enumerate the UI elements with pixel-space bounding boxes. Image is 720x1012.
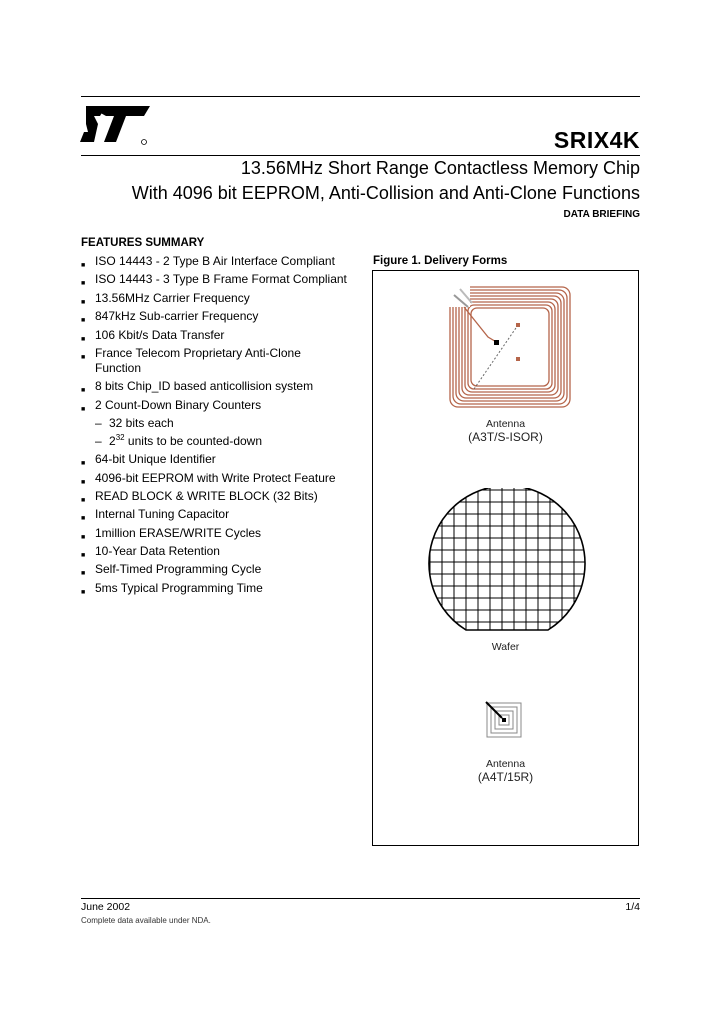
bullet-icon: ■	[81, 515, 86, 523]
list-item: ■ Self-Timed Programming Cycle	[81, 562, 371, 577]
bullet-icon: ■	[81, 405, 86, 413]
list-item: ■ 847kHz Sub-carrier Frequency	[81, 309, 371, 324]
page-number: 1/4	[625, 901, 640, 913]
bullet-icon: ■	[81, 387, 86, 395]
list-item: ■ France Telecom Proprietary Anti-Clone Function	[81, 345, 301, 375]
bullet-icon: ■	[81, 262, 86, 269]
figure-title: Figure 1. Delivery Forms	[373, 255, 508, 267]
antenna1-code: (A3T/S-ISOR)	[468, 430, 543, 444]
product-title: SRIX4K	[553, 127, 640, 153]
list-item: ■ READ BLOCK & WRITE BLOCK (32 Bits)	[81, 489, 371, 504]
list-item: ■ Internal Tuning Capacitor	[81, 507, 371, 522]
bullet-icon: ■	[81, 317, 86, 325]
bullet-icon: ■	[81, 280, 86, 288]
list-item: ■ ISO 14443 - 3 Type B Frame Format Compliant	[81, 272, 371, 287]
bullet-icon: ■	[81, 478, 86, 486]
list-item: ■ 64-bit Unique Identifier	[81, 452, 371, 467]
wafer-image	[426, 488, 588, 634]
footer-rule	[81, 898, 640, 899]
bullet-icon: ■	[81, 496, 86, 504]
wafer-label: Wafer	[491, 641, 520, 653]
bullet-icon: ■	[81, 570, 86, 578]
bullet-icon: ■	[81, 298, 86, 306]
antenna2-code: (A4T/15R)	[477, 770, 534, 784]
doc-type: DATA BRIEFING	[563, 209, 640, 220]
bullet-icon: ■	[81, 353, 86, 361]
bullet-icon: ■	[81, 460, 86, 468]
antenna2-label: Antenna	[485, 758, 526, 770]
list-item: ■ 106 Kbit/s Data Transfer	[81, 328, 371, 343]
bullet-icon: ■	[81, 588, 86, 596]
features-heading: FEATURES SUMMARY	[81, 237, 205, 249]
bullet-icon: ■	[81, 552, 86, 560]
antenna-small-image	[484, 700, 524, 740]
list-item: ■ 10-Year Data Retention	[81, 544, 371, 559]
subtitle-line1: 13.56MHz Short Range Contactless Memory Chip	[240, 158, 640, 178]
st-logo	[80, 102, 152, 146]
features-list	[81, 254, 371, 599]
list-item: ■ 1million ERASE/WRITE Cycles	[81, 526, 371, 541]
sub-list-item: – $2^{32}$ units to be counted-down	[95, 433, 263, 449]
subtitle-line2: With 4096 bit EEPROM, Anti-Collision and Anti-Clone Functions	[131, 183, 640, 203]
list-item: ■ 13.56MHz Carrier Frequency	[81, 291, 371, 306]
bullet-icon: ■	[81, 533, 86, 541]
bullet-icon: ■	[81, 335, 86, 343]
list-item: ■ ISO 14443 - 2 Type B Air Interface Compliant	[81, 254, 371, 269]
list-item: ■ 2 Count-Down Binary Counters	[81, 398, 371, 413]
top-rule	[81, 96, 640, 97]
footer-note: Complete data available under NDA.	[81, 916, 211, 925]
antenna1-label: Antenna	[485, 418, 526, 430]
sub-list-item: – 32 bits each	[95, 416, 174, 431]
footer-date: June 2002	[81, 901, 131, 913]
list-item: ■ 8 bits Chip_ID based anticollision system	[81, 379, 371, 394]
list-item: ■ 5ms Typical Programming Time	[81, 581, 371, 596]
antenna-coil-image	[448, 285, 572, 409]
title-rule	[81, 155, 640, 156]
list-item: ■ 4096-bit EEPROM with Write Protect Feature	[81, 471, 371, 486]
